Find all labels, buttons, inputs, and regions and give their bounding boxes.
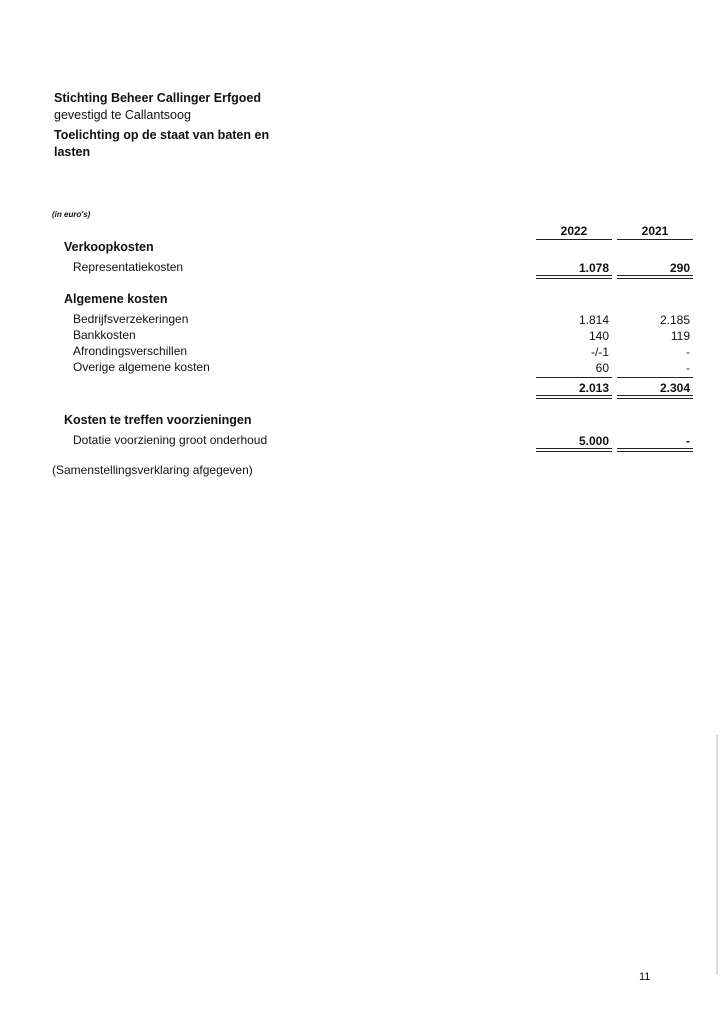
- line-item-value-previous: 2.185: [659, 313, 690, 327]
- document-subtitle: Toelichting op de staat van baten en lasten: [54, 128, 270, 159]
- line-item-label: Overige algemene kosten: [73, 360, 210, 374]
- section-title-algemene-kosten: Algemene kosten: [64, 292, 168, 306]
- line-item-value-current: 60: [595, 361, 609, 375]
- line-item-value-current: 5.000: [578, 434, 609, 448]
- organization-name: Stichting Beheer Callinger Erfgoed: [54, 91, 261, 105]
- double-underline-current: [536, 448, 612, 452]
- column-header-previous-year: 2021: [641, 224, 669, 238]
- scan-edge-shadow: [716, 735, 718, 975]
- column-header-rule-previous: [617, 239, 693, 240]
- double-underline-previous: [617, 275, 693, 279]
- double-underline-previous: [617, 395, 693, 399]
- line-item-value-current: 1.814: [578, 313, 609, 327]
- line-item-value-previous: 290: [669, 261, 690, 275]
- line-item-value-current: 140: [588, 329, 609, 343]
- column-header-rule-current: [536, 239, 612, 240]
- double-underline-previous: [617, 448, 693, 452]
- line-item-value-previous: 119: [670, 329, 690, 343]
- line-item-label: Bankkosten: [73, 328, 136, 342]
- column-header-current-year: 2022: [560, 224, 588, 238]
- section-title-voorzieningen: Kosten te treffen voorzieningen: [64, 413, 252, 427]
- section-title-verkoopkosten: Verkoopkosten: [64, 240, 154, 254]
- organization-location: gevestigd te Callantsoog: [54, 108, 191, 122]
- compilation-note: (Samenstellingsverklaring afgegeven): [52, 463, 253, 477]
- line-item-value-previous: -: [686, 361, 690, 375]
- subtotal-rule-previous: [617, 377, 693, 378]
- currency-unit-note: (in euro's): [52, 210, 91, 219]
- line-item-label: Representatiekosten: [73, 260, 184, 274]
- line-item-label: Bedrijfsverzekeringen: [73, 312, 189, 326]
- section-total-current: 2.013: [578, 381, 609, 395]
- line-item-label: Dotatie voorziening groot onderhoud: [73, 433, 268, 447]
- line-item-value-current: -/-1: [591, 345, 609, 359]
- line-item-value-current: 1.078: [578, 261, 609, 275]
- line-item-value-previous: -: [686, 434, 690, 448]
- double-underline-current: [536, 275, 612, 279]
- page-number: 11: [639, 971, 651, 983]
- double-underline-current: [536, 395, 612, 399]
- subtotal-rule-current: [536, 377, 612, 378]
- section-total-previous: 2.304: [659, 381, 690, 395]
- line-item-label: Afrondingsverschillen: [73, 344, 188, 358]
- line-item-value-previous: -: [686, 345, 690, 359]
